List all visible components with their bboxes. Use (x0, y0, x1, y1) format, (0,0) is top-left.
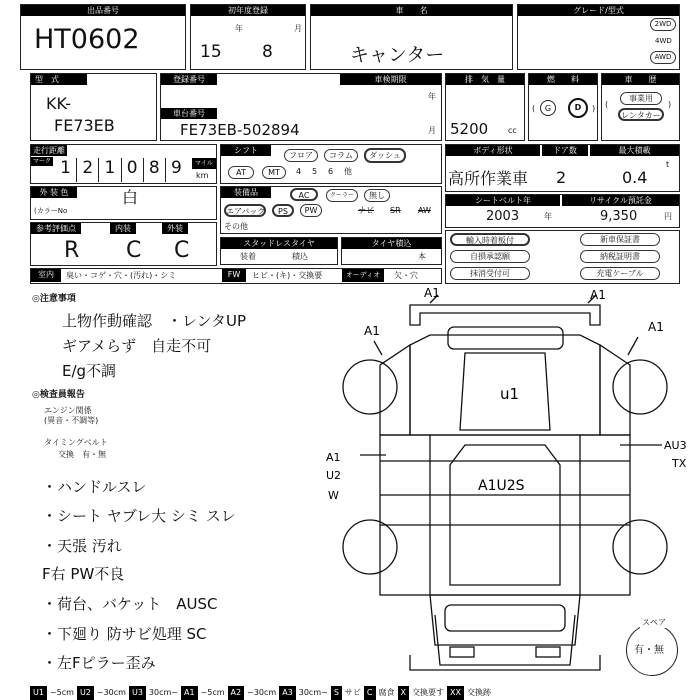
equipment-sr: SR (390, 206, 401, 215)
recycle-unit: 円 (664, 212, 672, 221)
capacity-value: 0.4 (622, 168, 648, 187)
grade-awd: AWD (650, 51, 676, 64)
mileage-digits (55, 158, 187, 182)
vehicle-diagram (320, 285, 690, 685)
displacement-value: 5200 (450, 120, 489, 138)
inspector-line: F右 PW不良 (42, 565, 125, 583)
tire-load-label: タイヤ積込 (342, 238, 441, 249)
belt-options: 交換 有・無 (58, 450, 106, 459)
model-line1: KK- (46, 94, 72, 113)
legend-item: U3 30cm~ (129, 686, 181, 700)
exterior-value: C (174, 238, 190, 263)
spare-label: スペア (642, 618, 666, 627)
legend-item: S サビ (331, 686, 364, 700)
inspector-line: ・ハンドルスレ (42, 478, 147, 496)
doc-cable: 充電ケーブル (580, 267, 660, 280)
lot-label: 出品番号 (21, 5, 185, 16)
legend-item: U1 ~5cm (30, 686, 77, 700)
shift-at: AT (228, 166, 254, 179)
mileage-digit: 9 (171, 158, 182, 178)
equipment-none: 無し (364, 189, 390, 202)
equipment-ps: PS (272, 204, 294, 217)
legend-item: U2 ~30cm (77, 686, 129, 700)
body-type-value: 高所作業車 (448, 169, 529, 188)
mileage-digit: 8 (144, 158, 166, 182)
doors-label: ドア数 (542, 145, 588, 156)
studless-label: スタッドレスタイヤ (221, 238, 337, 249)
grade-4wd: 4WD (655, 37, 672, 45)
equipment-pw: PW (300, 204, 322, 217)
shift-other: 他 (344, 167, 352, 176)
equipment-aw: AW (418, 206, 431, 215)
inspector-line: ・シート ヤブレ大 シミ スレ (42, 507, 236, 525)
legend-item: X 交換要す (398, 686, 447, 700)
model-label: 型 式 (31, 74, 87, 85)
seat-belt-value: 2003 (486, 209, 520, 224)
belt-label: タイミングベルト (44, 438, 108, 447)
legend-item: C 腐食 (364, 686, 398, 700)
exterior-label: 外装 (162, 223, 188, 234)
car-name-label: 車 名 (311, 5, 512, 16)
mark-left-2: U2 (326, 469, 342, 482)
recycle-value: 9,350 (600, 209, 638, 224)
interior-label: 内装 (110, 223, 136, 234)
mileage-unit-km: km (196, 171, 209, 180)
legend-item: XX 交換跡 (447, 686, 494, 700)
inspection-month-label: 月 (428, 126, 436, 135)
doc-import: 輸入時着板付 (450, 233, 530, 246)
notes-label: ◎注意事項 (32, 294, 76, 304)
shift-floor: フロア (284, 149, 318, 162)
audio-label: オーディオ (342, 269, 384, 282)
fuel-close: ) (592, 104, 596, 113)
note-line: 上物作動確認 ・レンタUP (62, 312, 247, 330)
shift-dash: ダッシュ (364, 148, 406, 163)
studless-opt2: 積込 (292, 252, 308, 261)
inspector-line: ・天張 汚れ (42, 537, 122, 555)
note-line: ギアメらず 自走不可 (62, 337, 212, 355)
fw-items: ヒビ・(キ)・交換要 (252, 271, 323, 280)
model-line2: FE73EB (54, 116, 115, 135)
equipment-navi: ナビ (358, 206, 374, 215)
inspection-year-label: 年 (428, 92, 436, 101)
mileage-digit: 0 (122, 158, 144, 182)
equipment-ac: AC (290, 188, 318, 201)
fuel-g: G (540, 100, 556, 116)
reg-no-label: 登録番号 (161, 74, 217, 85)
capacity-label: 最大積載 (590, 145, 679, 156)
seat-belt-label: シートベルト年 (446, 195, 560, 206)
mark-right-1: AU3 (664, 439, 687, 452)
inspector-line: ・下廻り 防サビ処理 SC (42, 625, 207, 643)
color-value: 白 (122, 188, 139, 207)
history-close: ) (668, 100, 672, 109)
shift-column: コラム (324, 149, 358, 162)
legend-item: A2 ~30cm (228, 686, 280, 700)
shift-label: シフト (221, 145, 271, 156)
equipment-label: 装備品 (221, 187, 271, 198)
first-reg-month-label: 月 (294, 24, 302, 33)
displacement-label: 排 気 量 (446, 74, 524, 85)
equipment-other: その他 (224, 222, 248, 231)
note-line: E/g不調 (62, 362, 117, 380)
legend-bar (30, 686, 692, 700)
mileage-digit: 1 (99, 158, 121, 182)
chassis-label: 車台番号 (161, 108, 217, 119)
car-name-value: キャンター (350, 44, 445, 66)
body-type-label: ボディ形状 (446, 145, 540, 156)
fuel-open: ( (532, 104, 536, 113)
fuel-label: 燃 料 (529, 74, 597, 85)
inspection-label: 車検期限 (340, 74, 441, 85)
shift-6: 6 (328, 167, 334, 176)
shift-4: 4 (296, 167, 302, 176)
first-reg-year: 15 (200, 42, 222, 62)
lot-value: HT0602 (34, 24, 140, 55)
fw-label: FW (222, 269, 246, 282)
doc-approval: 自損承認願 (450, 250, 530, 263)
spare-value: 有・無 (634, 645, 664, 656)
mark-au2s-bed: A1U2S (478, 478, 525, 494)
history-open: ( (605, 100, 609, 109)
legend-item: A1 ~5cm (181, 686, 228, 700)
mileage-digit: 1 (55, 158, 77, 182)
grade-label: グレード/型式 (518, 5, 679, 16)
first-reg-label: 初年度登録 (191, 5, 305, 16)
studless-opt1: 装着 (240, 252, 256, 261)
doc-tax: 納税証明書 (580, 250, 660, 263)
recycle-label: リサイクル預託金 (562, 195, 679, 206)
first-reg-year-label: 年 (235, 24, 243, 33)
grade-2wd: 2WD (650, 18, 676, 31)
mark-a1-right: A1 (648, 320, 664, 334)
mark-a1-left: A1 (364, 324, 380, 338)
mark-u1-cab: u1 (500, 385, 520, 403)
room-label: 室内 (31, 269, 61, 282)
history-label: 車 歴 (602, 74, 679, 85)
room-items: 臭い・コゲ・穴・(汚れ)・シミ (66, 271, 177, 280)
mileage-label: 走行距離 (33, 146, 65, 155)
mileage-unit-mile: マイル (192, 158, 216, 169)
equipment-airbag: エアバッグ (224, 204, 266, 217)
seat-belt-unit: 年 (544, 212, 552, 221)
displacement-unit: cc (508, 126, 517, 135)
color-label: 外 装 色 (31, 187, 77, 198)
mileage-mark: マーク (32, 158, 51, 165)
history-business: 事業用 (620, 92, 662, 105)
shift-5: 5 (312, 167, 318, 176)
chassis-value: FE73EB-502894 (180, 121, 300, 139)
first-reg-month: 8 (262, 42, 273, 62)
inspector-line: ・荷台、バケット AUSC (42, 595, 218, 613)
inspector-line: ・左Fピラー歪み (42, 654, 156, 672)
history-rental: レンタカー (618, 108, 664, 121)
tire-load-unit: 本 (418, 252, 426, 261)
score-value: R (64, 238, 80, 263)
capacity-unit: t (666, 160, 670, 169)
audio-items: 欠・穴 (394, 271, 418, 280)
engine-label-1: エンジン関係 (44, 406, 92, 415)
mark-left-1: A1 (326, 451, 341, 464)
equipment-cooler: クーラー (326, 189, 358, 202)
interior-value: C (126, 238, 142, 263)
doc-new-warranty: 新車保証書 (580, 233, 660, 246)
fuel-d: D (568, 98, 588, 118)
mark-left-3: W (328, 489, 339, 502)
shift-mt: MT (262, 166, 286, 179)
doors-value: 2 (556, 168, 567, 187)
doc-erase: 抹消受付可 (450, 267, 530, 280)
inspector-label: ◎検査員報告 (32, 390, 85, 400)
mark-a1-top-left: A1 (424, 286, 440, 300)
engine-label-2: (異音・不調等) (44, 416, 99, 425)
score-label: 参考評価点 (31, 223, 81, 234)
mark-a1-top-right: A1 (590, 288, 606, 302)
legend-item: A3 30cm~ (279, 686, 331, 700)
color-no: (カラーNo (34, 207, 68, 215)
mark-right-2: TX (672, 457, 687, 470)
mileage-digit: 2 (77, 158, 99, 182)
